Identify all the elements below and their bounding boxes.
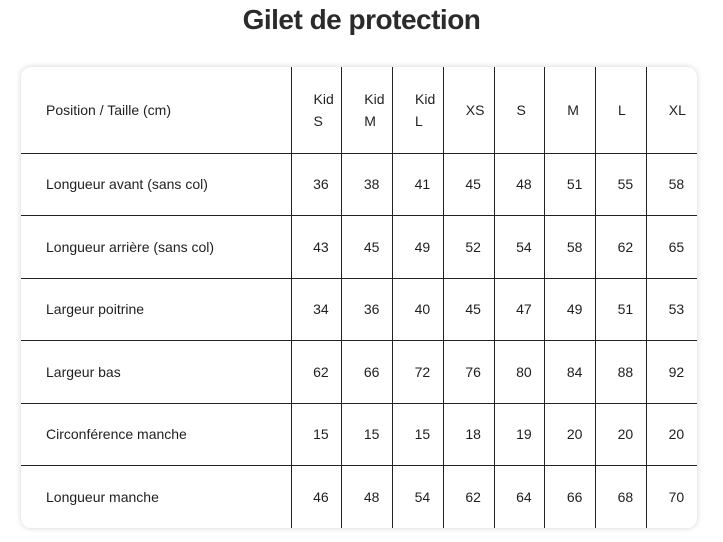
size-header: Kid S [291,67,342,153]
table-row [21,403,697,466]
table-cell: 47 [494,278,545,341]
row-label: Circonférence manche [21,403,291,466]
header-row [21,67,697,153]
table-cell: 41 [393,153,444,216]
table-cell: 20 [545,403,596,466]
table-cell: 49 [545,278,596,341]
table-row [21,466,697,529]
table-cell: 48 [494,153,545,216]
table-row [21,278,697,341]
table-cell: 20 [596,403,647,466]
table-cell: 45 [443,278,494,341]
table-cell: 62 [596,216,647,279]
table-cell: 15 [393,403,444,466]
row-label: Largeur poitrine [21,278,291,341]
table-cell: 43 [291,216,342,279]
table-cell: 58 [545,216,596,279]
table-cell: 68 [596,466,647,529]
table-cell: 15 [342,403,393,466]
table-cell: 18 [443,403,494,466]
size-header: XL [646,67,697,153]
table-cell: 46 [291,466,342,529]
size-chart-container [21,67,697,528]
table-cell: 20 [646,403,697,466]
table-cell: 62 [443,466,494,529]
size-header: M [545,67,596,153]
table-cell: 66 [545,466,596,529]
table-cell: 38 [342,153,393,216]
table-cell: 52 [443,216,494,279]
table-row [21,153,697,216]
row-label: Longueur avant (sans col) [21,153,291,216]
table-cell: 80 [494,341,545,404]
table-cell: 15 [291,403,342,466]
table-cell: 51 [545,153,596,216]
table-cell: 92 [646,341,697,404]
corner-header: Position / Taille (cm) [21,67,291,153]
size-header: XS [443,67,494,153]
size-header: Kid L [393,67,444,153]
table-row [21,216,697,279]
table-cell: 65 [646,216,697,279]
table-cell: 84 [545,341,596,404]
table-cell: 88 [596,341,647,404]
size-header: Kid M [342,67,393,153]
table-cell: 36 [291,153,342,216]
table-cell: 36 [342,278,393,341]
size-header: S [494,67,545,153]
table-cell: 55 [596,153,647,216]
table-cell: 54 [494,216,545,279]
table-cell: 51 [596,278,647,341]
table-cell: 64 [494,466,545,529]
table-cell: 70 [646,466,697,529]
table-cell: 54 [393,466,444,529]
row-label: Largeur bas [21,341,291,404]
table-cell: 72 [393,341,444,404]
row-label: Longueur arrière (sans col) [21,216,291,279]
table-cell: 53 [646,278,697,341]
table-cell: 19 [494,403,545,466]
table-cell: 45 [443,153,494,216]
table-cell: 49 [393,216,444,279]
table-cell: 62 [291,341,342,404]
table-cell: 66 [342,341,393,404]
table-cell: 45 [342,216,393,279]
table-row [21,341,697,404]
page-title: Gilet de protection [242,4,481,35]
table-cell: 76 [443,341,494,404]
table-cell: 34 [291,278,342,341]
table-cell: 48 [342,466,393,529]
size-header: L [596,67,647,153]
row-label: Longueur manche [21,466,291,529]
table-cell: 40 [393,278,444,341]
table-cell: 58 [646,153,697,216]
size-chart-table [21,67,697,528]
